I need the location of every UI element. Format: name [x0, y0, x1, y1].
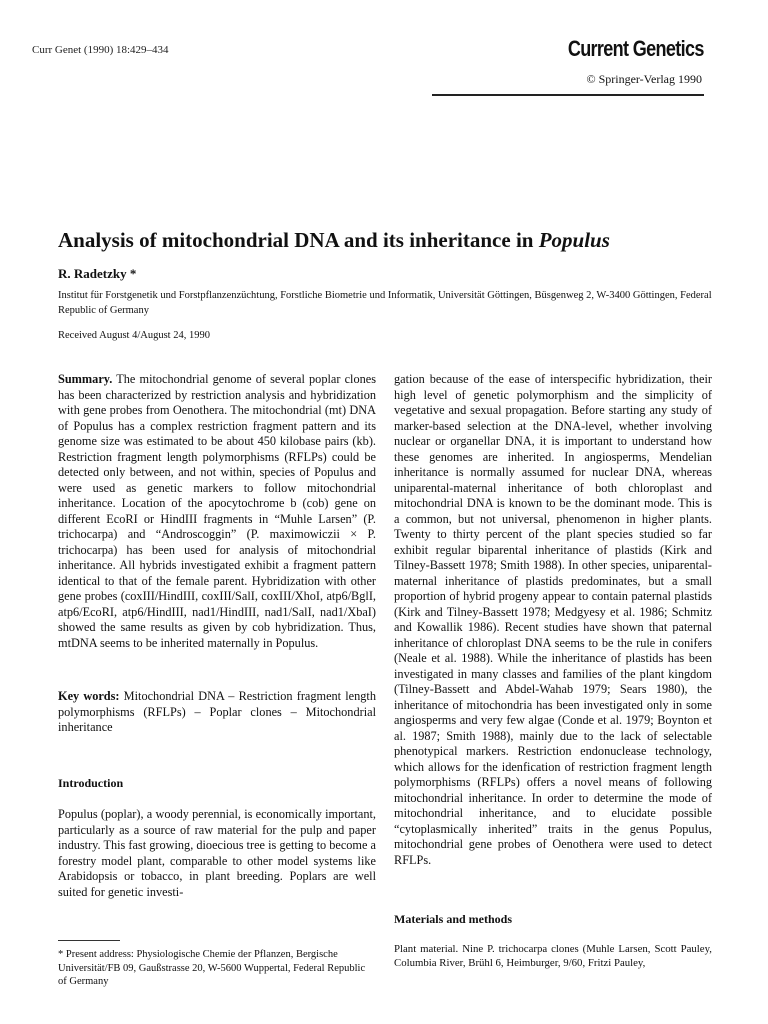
- introduction-heading: Introduction: [58, 775, 124, 790]
- introduction-text-left: Populus (poplar), a woody perennial, is economically important, particularly as a source of raw material for the pulp and paper industry. This fast growing, dioecious tree is getting to become a forestry model plant, comparable to other model systems like Arabidopsis or tobacco, in plant breeding. Poplars are well suited for genetic investi-: [58, 807, 376, 899]
- footnote-rule: [58, 940, 120, 941]
- journal-logo: Current Genetics: [568, 36, 704, 61]
- journal-citation: Curr Genet (1990) 18:429–434: [32, 44, 169, 56]
- keywords-paragraph: Key words: Mitochondrial DNA – Restriction fragment length polymorphisms (RFLPs) – Poplar clones – Mitochondrial inheritance: [58, 689, 376, 734]
- footnote: * Present address: Physiologische Chemie der Pflanzen, Bergische Universität/FB 09, Gaußstrasse 20, W-5600 Wuppertal, Federal Republic of Germany: [58, 949, 366, 987]
- methods-heading: Materials and methods: [394, 912, 512, 926]
- methods-text: Plant material. Nine P. trichocarpa clones (Muhle Larsen, Scott Pauley, Columbia River, Brühl 6, Heimburger, 9/60, Fritzi Pauley,: [394, 942, 712, 969]
- header-rule: [432, 94, 704, 96]
- author-name: R. Radetzky *: [58, 266, 137, 281]
- left-column: [58, 372, 376, 900]
- received-dates: Received August 4/August 24, 1990: [58, 330, 210, 341]
- article-title: Analysis of mitochondrial DNA and its inheritance in Populus: [58, 228, 610, 252]
- copyright-notice: © Springer-Verlag 1990: [586, 72, 702, 86]
- right-column: [394, 372, 712, 970]
- author-affiliation: Institut für Forstgenetik und Forstpflanzenzüchtung, Forstliche Biometrie und Informatik, Universität Göttingen, Büsgenweg 2, W-3400 Göttingen, Federal Republic of Germany: [58, 290, 712, 316]
- introduction-text-right: gation because of the ease of interspecific hybridization, their high level of genetic polymorphism and the simplicity of vegetative and sexual propagation. Before starting any study of marker-based selection at the DNA-level, whether involving nuclear or organellar DNA, it is important to understand how these genomes are inherited. In angiosperms, Mendelian inheritance is normally assumed for nuclear DNA, whereas uniparental-maternal inheritance of both chloroplast and mitochondrial DNA is known to be the dominant mode. This is a common, but not universal, phenomenon in higher plants. Twenty to thirty percent of the plant species studied so far exhibit regular biparental inheritance of plastids (Kirk and Tilney-Bassett 1978; Smith 1988). In other species, uniparental-maternal inheritance of plastids predominates, but a small proportion of hybrid progeny appear to contain paternal plastids (Kirk and Tilney-Bassett 1978; Medgyesy et al. 1986; Schmitz and Kowallik 1986). Recent studies have shown that paternal inheritance of chloroplast DNA seems to be the rule in conifers (Neale et al. 1988). While the inheritance of plastids has been investigated in many classes and families of the plant kingdom (Tilney-Bassett and Abdel-Wahab 1979; Sears 1980), the inheritance of mitochondria has been investigated only in some angiosperms and very few algae (Conde et al. 1979; Boynton et al. 1987; Smith 1988), mainly due to the lack of selectable phenotypical markers. Restriction endonuclease technology, which allows for the idenfication of restriction fragment length polymorphisms (RFLPs) offers a novel means of following mitochondrial inheritance. In order to determine the mode of mitochondrial inheritance, and to elucidate possible “cytoplasmically inherited” traits in the genus Populus, mitochondrial gene probes of Oenothera were used to detect RFLPs.: [394, 372, 712, 867]
- summary-paragraph: Summary. The mitochondrial genome of several poplar clones has been characterized by restriction analysis and hybridization with gene probes from Oenothera. The mitochondrial (mt) DNA of Populus has a complex restriction fragment pattern and its genome size was estimated to be about 450 kilobase pairs (kb). Restriction fragment length polymorphisms (RFLPs) could be detected only between, and not within, species of Populus and were used as genetic markers to follow mitochondrial inheritance. Location of the apocytochrome b (cob) gene on different EcoRI or HindIII fragments in “Muhle Larsen” (P. trichocarpa) and “Androscoggin” (P. maximowiczii × P. trichocarpa) has been used for analysis of mitochondrial inheritance. All hybrids investigated exhibit a fragment pattern identical to that of the female parent. Hybridization with other gene probes (coxIII/HindIII, coxIII/SalI, coxIII/XhoI, atp6/BglI, atp6/EcoRI, atp6/HindIII, nad1/HindIII, nad1/SalI, nad1/XbaI) showed the same results as given by cob hybridization. Thus, mtDNA seems to be inherited maternally in Populus.: [58, 372, 376, 650]
